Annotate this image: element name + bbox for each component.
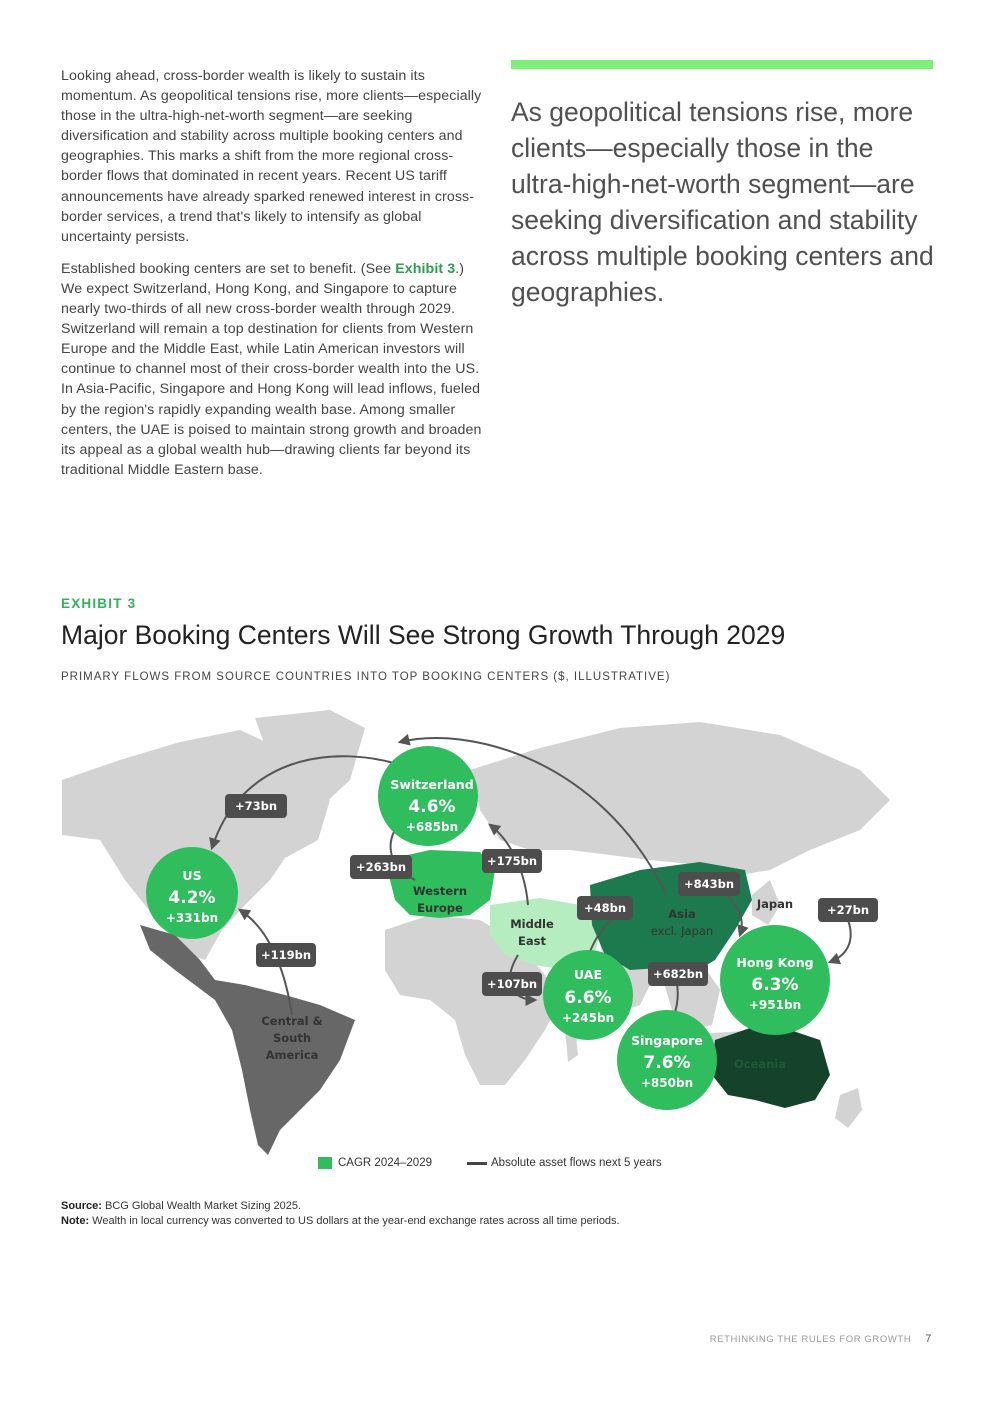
- label-central-south-america-2: South: [272, 1031, 312, 1045]
- label-middle-east-2: East: [518, 934, 546, 948]
- flow-pill-73: [225, 794, 287, 818]
- legend-cagr-swatch: [318, 1157, 332, 1169]
- flow-pill-175-label: +175bn: [486, 854, 538, 868]
- note-line: [61, 1214, 620, 1229]
- center-uae: [543, 950, 633, 1040]
- exhibit-3-link[interactable]: Exhibit 3: [395, 260, 456, 277]
- flow-pill-263: [350, 855, 412, 879]
- paragraph-2-rest: .) We expect Switzerland, Hong Kong, and Singapore to capture nearly two-thirds of all new cross-border wealth through 2029. Switzerland will remain a top destination for clients from Western Europe and the Middle East, while Latin American investors will continue to channel most of their cross-border wealth into the US. In Asia-Pacific, Singapore and Hong Kong will lead inflows, fueled by the region's rapidly expanding wealth base. Among smaller centers, the UAE is poised to maintain strong growth and broaden its appeal as a global wealth hub—drawing clients far beyond its traditional Middle Eastern base.: [61, 260, 482, 478]
- center-hong-kong-name: Hong Kong: [736, 955, 814, 970]
- legend-flows-label: Absolute asset flows next 5 years: [491, 1157, 662, 1169]
- pull-quote: As geopolitical tensions rise, more clients—especially those in the ultra-high-net-worth segment—are seeking diversification and stability across multiple booking centers and geographies.: [511, 97, 934, 307]
- exhibit-title: Major Booking Centers Will See Strong Growth Through 2029: [61, 620, 786, 650]
- center-singapore-cagr: 7.6%: [643, 1053, 691, 1073]
- flow-pill-48-label: +48bn: [583, 901, 627, 915]
- flow-pill-682-label: +682bn: [652, 967, 704, 981]
- label-oceania: Oceania: [733, 1057, 787, 1071]
- legend-cagr-label: CAGR 2024–2029: [338, 1157, 432, 1169]
- center-us: [146, 847, 238, 939]
- latin-america-region: [140, 925, 355, 1155]
- flow-pill-48: [577, 896, 633, 920]
- center-hong-kong-cagr: 6.3%: [751, 975, 799, 995]
- label-middle-east: Middle: [510, 917, 554, 931]
- center-uae-flow: +245bn: [561, 1011, 615, 1025]
- body-paragraph-1: Looking ahead, cross-border wealth is likely to sustain its momentum. As geopolitical tensions rise, more clients—especially those in the ultra-high-net-worth segment—are seeking diversification and stability across multiple booking centers and geographies. This marks a shift from the more regional cross-border flows that dominated in recent years. Recent US tariff announcements have already sparked renewed interest in cross-border services, a trend that's likely to intensify as global uncertainty persists.: [61, 68, 482, 245]
- center-singapore: [617, 1010, 717, 1110]
- paragraph-2-start: Established booking centers are set to benefit. (See: [61, 260, 396, 277]
- center-hong-kong-flow: +951bn: [748, 998, 802, 1012]
- source-label: Source:: [61, 1200, 102, 1212]
- legend-flows-line: [467, 1162, 487, 1165]
- arrow-japan-to-hk: [830, 920, 851, 962]
- center-switzerland-name: Switzerland: [390, 777, 474, 792]
- center-switzerland-flow: +685bn: [405, 820, 459, 834]
- flow-pill-27: [818, 898, 878, 922]
- flow-pill-843-label: +843bn: [683, 877, 735, 891]
- center-us-name: US: [182, 868, 202, 883]
- flow-pill-263-label: +263bn: [355, 860, 407, 874]
- pull-quote-accent-bar: [511, 60, 933, 69]
- source-notes: [61, 1199, 620, 1229]
- flow-pill-73-label: +73bn: [234, 799, 278, 813]
- center-us-flow: +331bn: [165, 911, 219, 925]
- legend-flows: [467, 1157, 662, 1169]
- center-us-cagr: 4.2%: [168, 888, 216, 908]
- center-switzerland: [378, 746, 478, 846]
- flow-pill-27-label: +27bn: [826, 903, 870, 917]
- flow-pill-107: [482, 972, 542, 996]
- source-text: BCG Global Wealth Market Sizing 2025.: [101, 1200, 302, 1212]
- center-uae-cagr: 6.6%: [564, 988, 612, 1008]
- flow-pill-682: [648, 962, 708, 986]
- label-central-south-america-3: America: [265, 1048, 319, 1062]
- label-western-europe-2: Europe: [417, 901, 463, 915]
- page-number: 7: [925, 1333, 932, 1345]
- center-singapore-flow: +850bn: [640, 1076, 694, 1090]
- label-japan: Japan: [756, 897, 794, 911]
- flow-pill-107-label: +107bn: [486, 977, 538, 991]
- center-uae-name: UAE: [574, 967, 602, 982]
- center-singapore-name: Singapore: [631, 1033, 703, 1048]
- center-switzerland-cagr: 4.6%: [408, 797, 456, 817]
- note-label: Note:: [61, 1215, 90, 1227]
- flow-pill-175: [482, 849, 542, 873]
- exhibit-label: EXHIBIT 3: [61, 596, 137, 611]
- label-central-south-america: Central &: [261, 1014, 323, 1028]
- label-western-europe: Western: [412, 884, 468, 898]
- world-map: [0, 700, 992, 1155]
- legend-cagr: [318, 1157, 432, 1169]
- center-hong-kong: [720, 925, 830, 1035]
- note-text: Wealth in local currency was converted to US dollars at the year-end exchange rates across all time periods.: [89, 1215, 620, 1227]
- exhibit-subtitle: PRIMARY FLOWS FROM SOURCE COUNTRIES INTO TOP BOOKING CENTERS ($, ILLUSTRATIVE): [61, 671, 671, 683]
- label-asia: Asia: [668, 907, 696, 921]
- body-paragraph-2: [61, 259, 486, 480]
- page-footer: [710, 1333, 932, 1345]
- flow-pill-119: [256, 943, 316, 967]
- new-zealand: [835, 1088, 862, 1128]
- body-text: [61, 66, 486, 492]
- label-asia-2: excl. Japan: [650, 924, 714, 938]
- footer-title: RETHINKING THE RULES FOR GROWTH: [709, 1334, 912, 1345]
- source-line: [61, 1199, 620, 1214]
- flow-pill-119-label: +119bn: [260, 948, 312, 962]
- flow-pill-843: [678, 872, 740, 896]
